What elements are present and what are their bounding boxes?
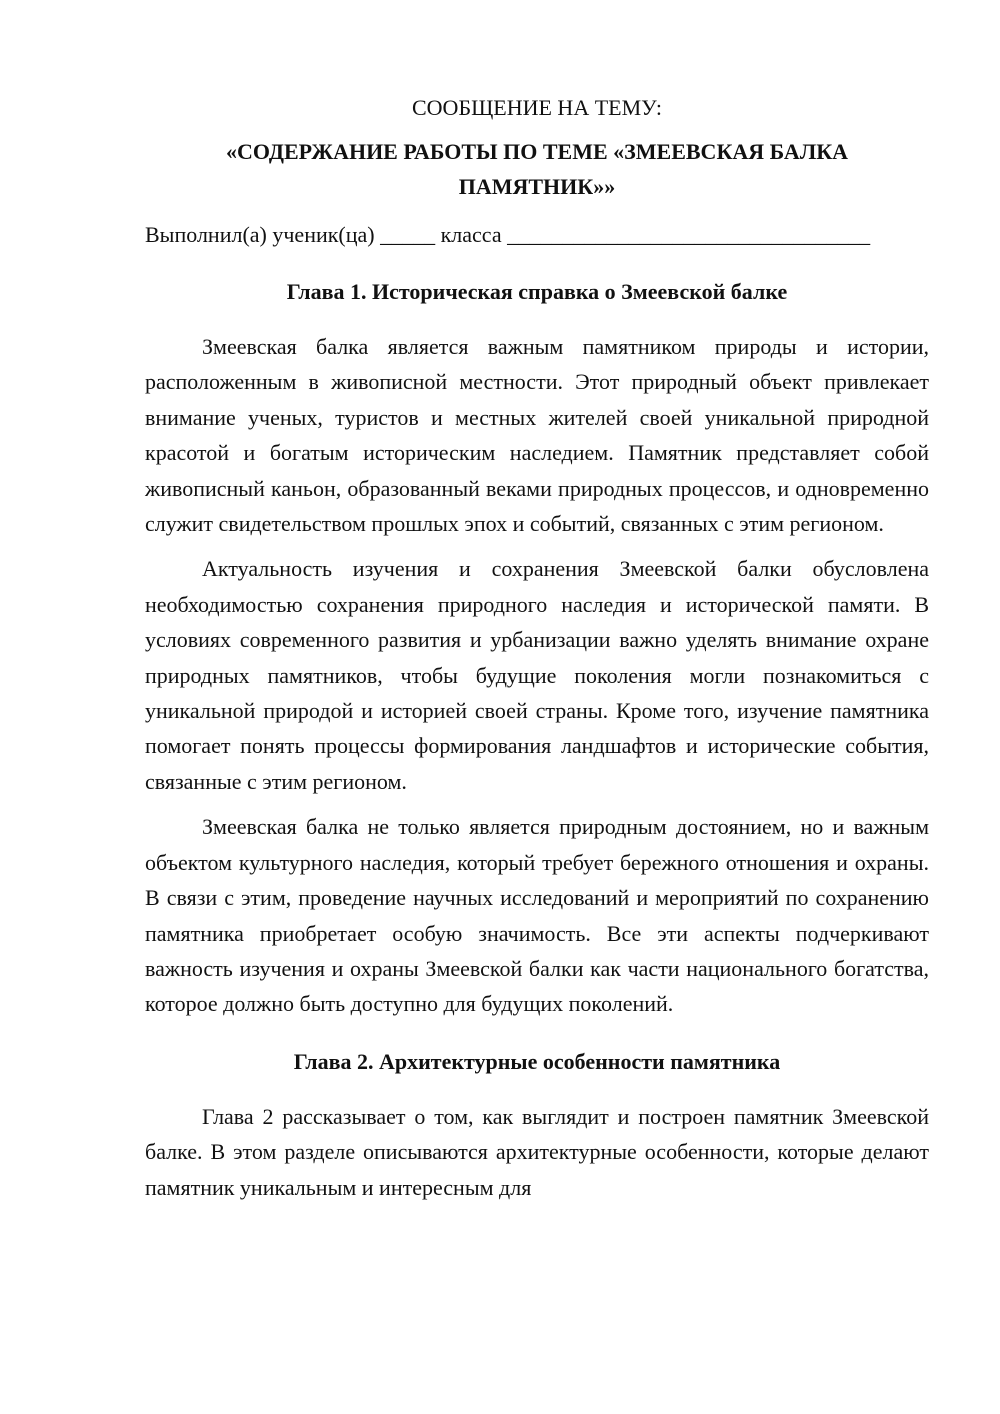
document-subtitle: «СОДЕРЖАНИЕ РАБОТЫ ПО ТЕМЕ «ЗМЕЕВСКАЯ БАЛКА ПАМЯТНИК»» <box>225 139 849 199</box>
chapter-2-heading: Глава 2. Архитектурные особенности памятника <box>293 1048 781 1074</box>
author-line: Выполнил(а) ученик(ца) _____ класса _________________________________ <box>145 222 871 247</box>
chapter-1-paragraph: Змеевская балка является важным памятником природы и истории, расположенным в живописной местности. Этот природный объект привлекает внимание ученых, туристов и местных жителей своей уникальной природной красотой и богатым историческим наследием. Памятник представляет собой живописный каньон, образованный веками природных процессов, и одновременно служит свидетельством прошлых эпох и событий, связанных с этим регионом. <box>145 334 929 537</box>
chapter-1-paragraph: Змеевская балка не только является природным достоянием, но и важным объектом культурного наследия, который требует бережного отношения и охраны. В связи с этим, проведение научных исследований и мероприятий по сохранению памятника приобретает особую значимость. Все эти аспекты подчеркивают важность изучения и охраны Змеевской балки как части национального богатства, которое должно быть доступно для будущих поколений. <box>145 814 929 1017</box>
document-page <box>145 90 929 1215</box>
chapter-1-heading: Глава 1. Историческая справка о Змеевской балке <box>286 279 788 304</box>
document-title: СООБЩЕНИЕ НА ТЕМУ: <box>412 95 662 120</box>
chapter-2-paragraph: Глава 2 рассказывает о том, как выглядит и построен памятник Змеевской балке. В этом разделе описываются архитектурные особенности, которые делают памятник уникальным и интересным для <box>145 1103 929 1200</box>
chapter-1-paragraph: Актуальность изучения и сохранения Змеевской балки обусловлена необходимостью сохранения природного наследия и исторической памяти. В условиях современного развития и урбанизации важно уделять внимание охране природных памятников, чтобы будущие поколения могли познакомиться с уникальной природой и историей своей страны. Кроме того, изучение памятника помогает понять процессы формирования ландшафтов и исторические события, связанные с этим регионом. <box>145 556 929 794</box>
